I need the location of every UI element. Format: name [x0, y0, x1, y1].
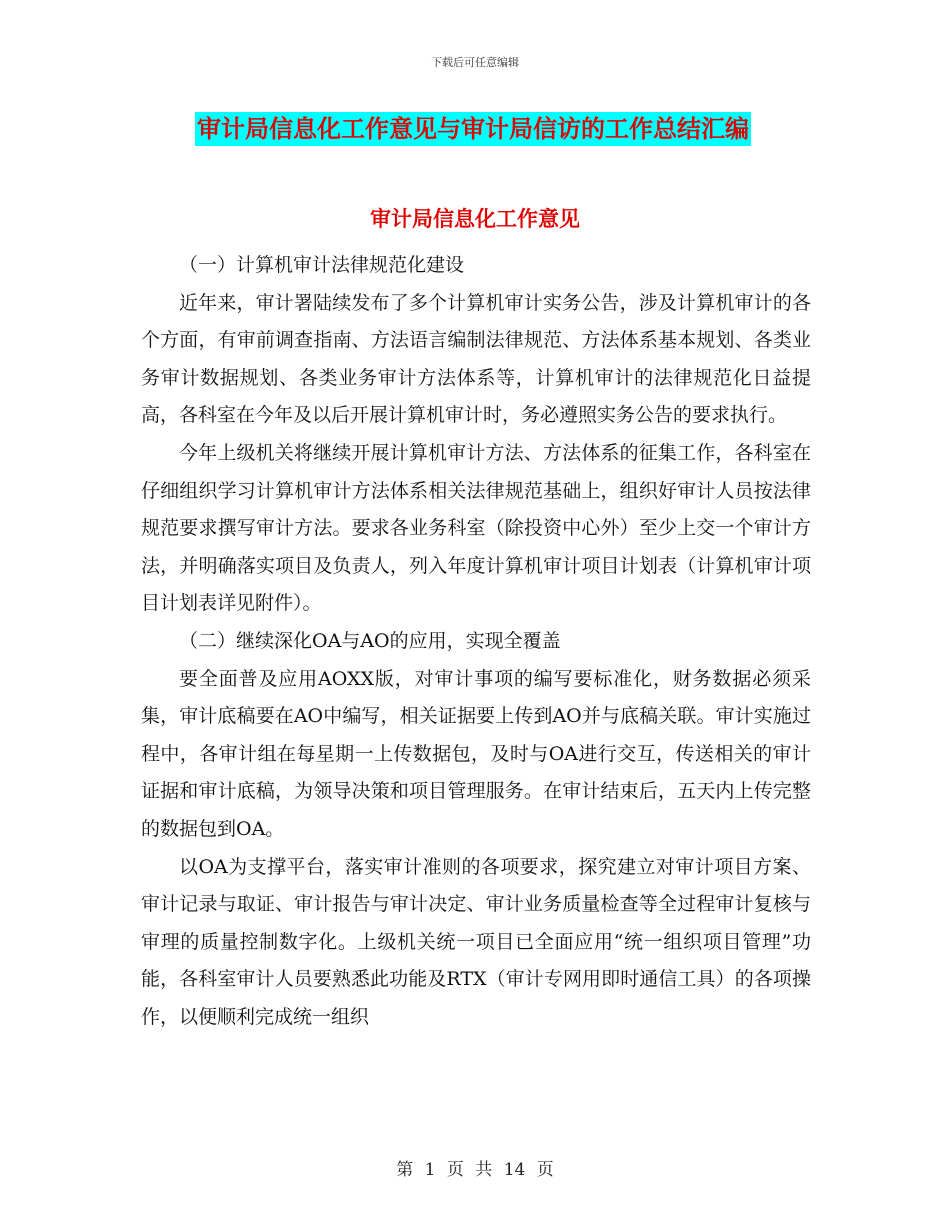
paragraph: 以OA为支撑平台，落实审计准则的各项要求，探究建立对审计项目方案、审计记录与取证、审计报告与审计决定、审计业务质量检查等全过程审计复核与审理的质量控制数字化。上级机关统一项目已全面应用“统一组织项目管理”功能，各科室审计人员要熟悉此功能及RTX（审计专网用即时通信工具）的各项操作，以便顺利完成统一组织 — [141, 855, 811, 1028]
document-body — [141, 247, 811, 1036]
document-title: 审计局信息化工作意见与审计局信访的工作总结汇编 — [195, 112, 751, 146]
subsection-heading: （一）计算机审计法律规范化建设 — [179, 254, 465, 276]
paragraph: 近年来，审计署陆续发布了多个计算机审计实务公告，涉及计算机审计的各个方面，有审前调查指南、方法语言编制法律规范、方法体系基本规划、各类业务审计数据规划、各类业务审计方法体系等，计算机审计的法律规范化日益提高，各科室在今年及以后开展计算机审计时，务必遵照实务公告的要求执行。 — [141, 291, 811, 427]
header-note: 下载后可任意编辑 — [431, 56, 519, 69]
section-title: 审计局信息化工作意见 — [370, 207, 580, 231]
subsection-heading: （二）继续深化OA与AO的应用，实现全覆盖 — [179, 629, 561, 652]
page-footer: 第 1 页 共 14 页 — [396, 1160, 554, 1180]
paragraph: 今年上级机关将继续开展计算机审计方法、方法体系的征集工作，各科室在仔细组织学习计算机审计方法体系相关法律规范基础上，组织好审计人员按法律规范要求撰写审计方法。要求各业务科室（除投资中心外）至少上交一个审计方法，并明确落实项目及负责人，列入年度计算机审计项目计划表（计算机审计项目计划表详见附件）。 — [141, 441, 811, 615]
paragraph: 要全面普及应用AOXX版，对审计事项的编写要标准化，财务数据必须采集，审计底稿要在AO中编写，相关证据要上传到AO并与底稿关联。审计实施过程中，各审计组在每星期一上传数据包，及时与OA进行交互，传送相关的审计证据和审计底稿，为领导决策和项目管理服务。在审计结束后，五天内上传完整的数据包到OA。 — [141, 667, 811, 840]
